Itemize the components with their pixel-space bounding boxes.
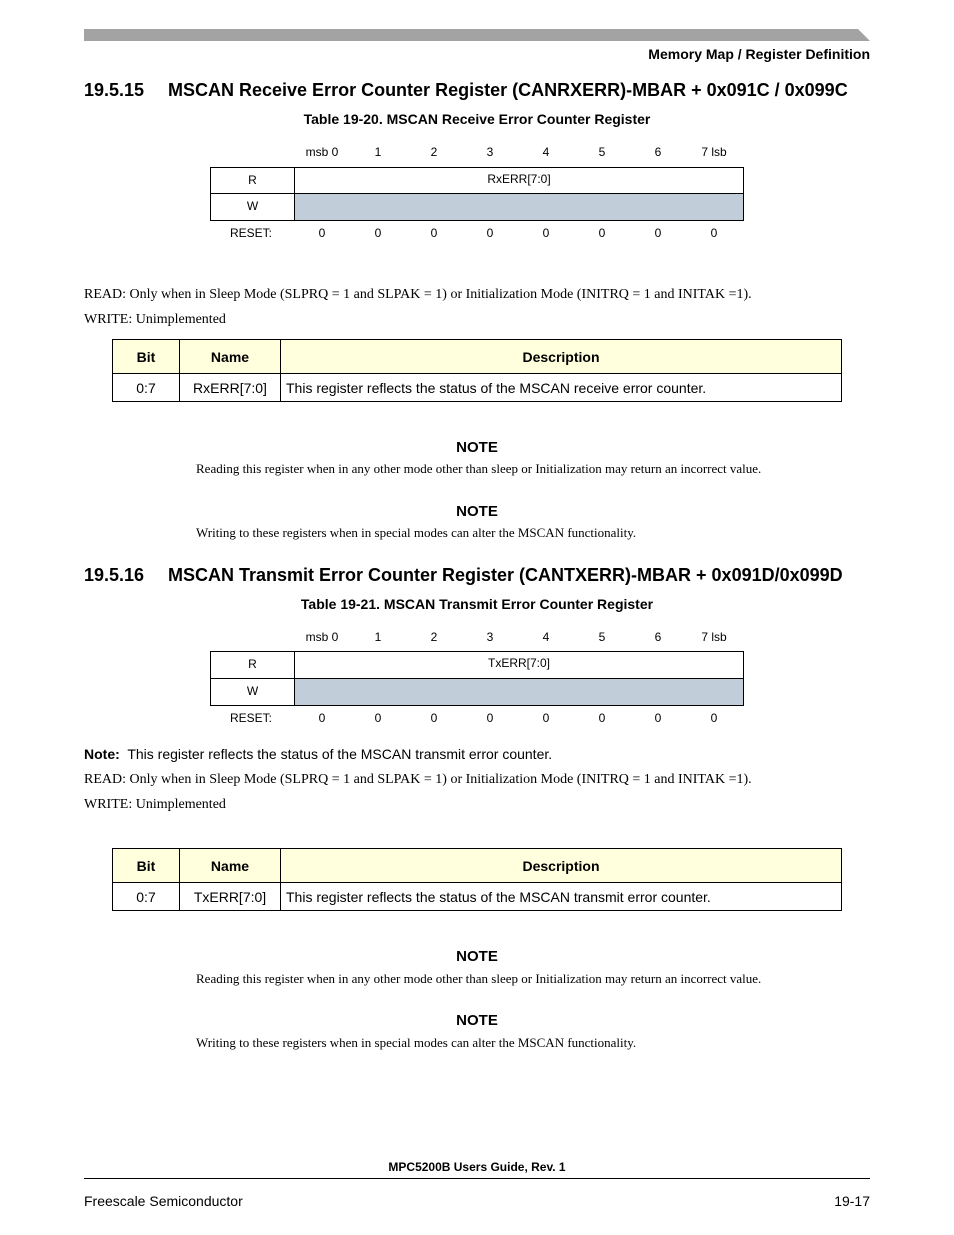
register-row-r-label: R (248, 657, 257, 671)
register-field-cell (294, 167, 744, 194)
section-title: MSCAN Receive Error Counter Register (CANRXERR)-MBAR + 0x091C / 0x099C (168, 80, 848, 100)
register-row-w-label: W (246, 199, 259, 213)
cell-description: This register reflects the status of the MSCAN receive error counter. (281, 374, 842, 402)
footer-page-number: 19-17 (834, 1193, 870, 1209)
note-text: Writing to these registers when in special modes can alter the MSCAN functionality. (196, 525, 637, 540)
column-header-name: Name (180, 849, 281, 883)
bit-label: 7 lsb (701, 630, 727, 644)
section-number: 19.5.15 (84, 80, 145, 100)
cell-description: This register reflects the status of the MSCAN transmit error counter. (281, 883, 842, 911)
cell-name: TxERR[7:0] (180, 883, 281, 911)
reset-value: 0 (318, 711, 326, 725)
field-description-table (112, 848, 842, 911)
column-header-description: Description (281, 340, 842, 374)
bit-label: 5 (598, 630, 606, 644)
reset-label: RESET: (230, 711, 273, 725)
register-field-name: TxERR[7:0] (487, 656, 550, 670)
reset-value: 0 (374, 226, 382, 240)
note-heading: NOTE (456, 1012, 498, 1029)
register-row-r-label: R (248, 173, 257, 187)
note-text: Writing to these registers when in special modes can alter the MSCAN functionality. (196, 1035, 637, 1050)
header-bar (84, 29, 870, 41)
reset-value: 0 (542, 711, 550, 725)
cell-name: RxERR[7:0] (180, 374, 281, 402)
bit-label: 6 (654, 630, 662, 644)
register-write-unimplemented (294, 193, 744, 221)
header-bar-cut (858, 29, 870, 41)
bit-label: 3 (486, 145, 494, 159)
table-row (113, 374, 842, 402)
bit-label: 1 (374, 630, 382, 644)
footer-document-title: MPC5200B Users Guide, Rev. 1 (388, 1160, 566, 1174)
register-row-w-label-cell (210, 193, 295, 221)
table-caption: Table 19-20. MSCAN Receive Error Counter Register (303, 111, 651, 127)
register-write-unimplemented (294, 678, 744, 706)
register-row-w-label: W (246, 684, 259, 698)
note-text: Reading this register when in any other mode other than sleep or Initialization may return an incorrect value. (196, 461, 762, 476)
register-row-w-label-cell (210, 678, 295, 706)
reset-value: 0 (318, 226, 326, 240)
reset-value: 0 (598, 711, 606, 725)
table-row (113, 883, 842, 911)
register-row-r-label-cell (210, 167, 295, 194)
inline-note-label: Note: (84, 746, 120, 762)
reset-value: 0 (374, 711, 382, 725)
section-heading (84, 80, 848, 101)
reset-value: 0 (710, 711, 718, 725)
reset-value: 0 (486, 226, 494, 240)
read-access-text: READ: Only when in Sleep Mode (SLPRQ = 1 and SLPAK = 1) or Initialization Mode (INITRQ = 1 and INITAK =1). (84, 287, 752, 302)
cell-bit: 0:7 (113, 374, 180, 402)
read-access-text: READ: Only when in Sleep Mode (SLPRQ = 1 and SLPAK = 1) or Initialization Mode (INITRQ = 1 and INITAK =1). (84, 772, 752, 787)
field-description-table (112, 339, 842, 402)
reset-value: 0 (710, 226, 718, 240)
table-caption: Table 19-21. MSCAN Transmit Error Counter Register (300, 596, 654, 612)
bit-label: 2 (430, 145, 438, 159)
footer-company: Freescale Semiconductor (84, 1193, 243, 1209)
reset-value: 0 (654, 226, 662, 240)
register-field-cell (294, 651, 744, 679)
bit-label: 6 (654, 145, 662, 159)
reset-label: RESET: (230, 226, 273, 240)
table-header-row (113, 849, 842, 883)
bit-label: msb 0 (305, 630, 339, 644)
bit-label: 4 (542, 630, 550, 644)
inline-note-text: This register reflects the status of the MSCAN transmit error counter. (127, 746, 553, 762)
register-row-r-label-cell (210, 651, 295, 679)
note-text: Reading this register when in any other mode other than sleep or Initialization may return an incorrect value. (196, 971, 762, 986)
bit-label: 5 (598, 145, 606, 159)
bit-label: 3 (486, 630, 494, 644)
running-header: Memory Map / Register Definition (648, 46, 870, 62)
column-header-name: Name (180, 340, 281, 374)
bit-label: 4 (542, 145, 550, 159)
note-heading: NOTE (456, 439, 498, 456)
note-heading: NOTE (456, 948, 498, 965)
section-title: MSCAN Transmit Error Counter Register (CANTXERR)-MBAR + 0x091D/0x099D (168, 565, 843, 585)
section-heading (84, 565, 843, 586)
bit-label: 2 (430, 630, 438, 644)
reset-value: 0 (430, 711, 438, 725)
bit-label: 7 lsb (701, 145, 727, 159)
write-access-text: WRITE: Unimplemented (84, 797, 226, 812)
section-number: 19.5.16 (84, 565, 145, 585)
register-field-name: RxERR[7:0] (487, 172, 551, 186)
column-header-description: Description (281, 849, 842, 883)
cell-bit: 0:7 (113, 883, 180, 911)
table-header-row (113, 340, 842, 374)
column-header-bit: Bit (113, 340, 180, 374)
footer-rule (84, 1178, 870, 1179)
bit-label: 1 (374, 145, 382, 159)
reset-value: 0 (430, 226, 438, 240)
reset-value: 0 (654, 711, 662, 725)
reset-value: 0 (486, 711, 494, 725)
bit-label: msb 0 (305, 145, 339, 159)
reset-value: 0 (542, 226, 550, 240)
inline-note (84, 746, 552, 762)
write-access-text: WRITE: Unimplemented (84, 312, 226, 327)
note-heading: NOTE (456, 503, 498, 520)
column-header-bit: Bit (113, 849, 180, 883)
reset-value: 0 (598, 226, 606, 240)
